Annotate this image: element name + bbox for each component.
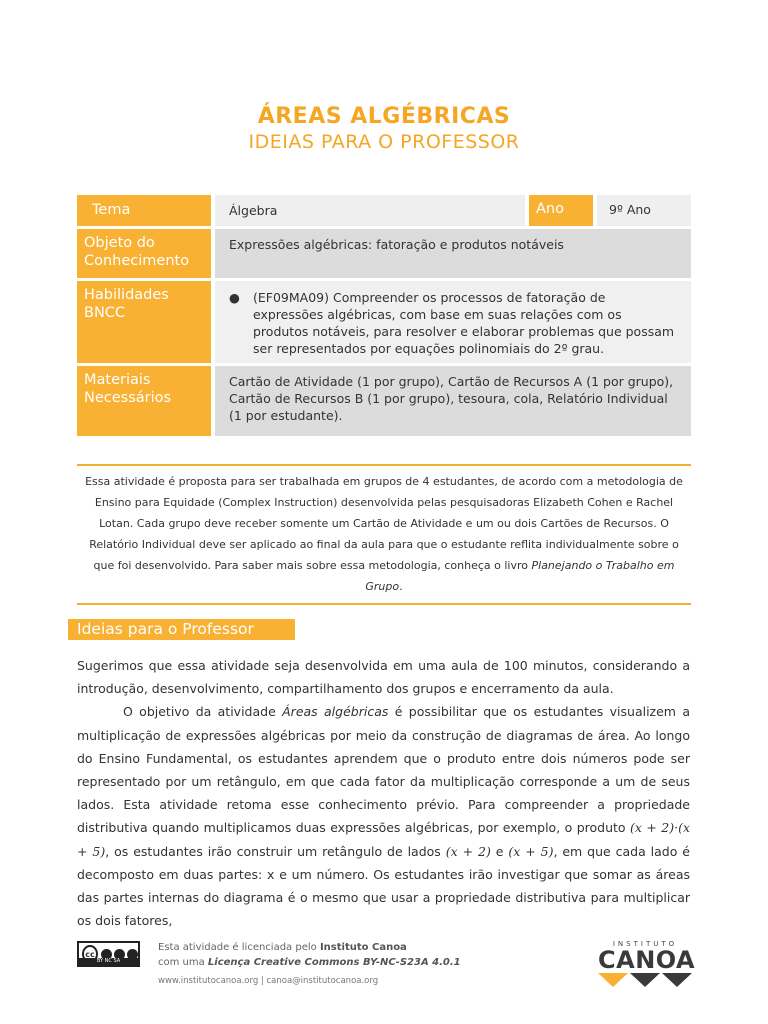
license-line-1 — [158, 940, 461, 955]
p2-e: , em que cada lado é decomposto em duas partes: x e um número. Os estudantes irão investigar que somar as áreas das partes internas do diagrama é o mesmo que usar a propriedade distributiva para multiplicar os dois fatores, — [77, 843, 690, 929]
canoa-logo — [598, 940, 696, 994]
info-table — [77, 195, 691, 439]
p2-a: O objetivo da atividade — [123, 704, 283, 720]
ano-value: 9º Ano — [597, 195, 691, 226]
bullet-icon: ● — [229, 290, 240, 305]
logo-triangles-icon — [598, 973, 692, 987]
materiais-label: Materiais Necessários — [77, 366, 211, 436]
row-tema — [77, 195, 691, 226]
habilidades-item — [229, 289, 677, 357]
note-end: . — [399, 580, 403, 593]
p2-c: , os estudantes irão construir um retângulo de lados — [105, 843, 446, 859]
p2-d: e — [490, 843, 509, 859]
license-org: Instituto Canoa — [319, 942, 407, 953]
site-contact[interactable]: www.institutocanoa.org | canoa@institutocanoa.org — [158, 976, 379, 986]
habilidades-text: (EF09MA09) Compreender os processos de fatoração de expressões algébricas, com base em suas relações com os produtos notáveis, para resolver e elaborar problemas que possam ser representados por equações polinomiais do 2º grau. — [253, 290, 675, 356]
cc-license-badge[interactable] — [77, 941, 140, 967]
cc-bar: BY NC SA — [79, 958, 138, 965]
note-book-title: Planejando o Trabalho em Grupo — [365, 559, 675, 593]
tema-value: Álgebra — [215, 195, 525, 226]
objeto-label: Objeto do Conhecimento — [77, 229, 211, 278]
row-materiais — [77, 366, 691, 436]
page-title: ÁREAS ALGÉBRICAS — [257, 104, 511, 129]
logo-main-text: CANOA — [598, 946, 696, 974]
row-habilidades — [77, 281, 691, 363]
row-objeto — [77, 229, 691, 278]
p2-math-side-2: (x + 5) — [508, 843, 554, 859]
p2-math-product: (x + 2)·(x + 5) — [77, 820, 691, 859]
logo-top-text: INSTITUTO — [612, 940, 678, 948]
p2-math-side-1: (x + 2) — [445, 843, 491, 859]
methodology-note — [77, 464, 691, 605]
tema-label: Tema — [77, 195, 211, 226]
title-block — [0, 104, 768, 153]
logo-triangle — [630, 973, 660, 987]
objeto-value: Expressões algébricas: fatoração e produtos notáveis — [215, 229, 691, 278]
p2-italic: Áreas algébricas — [282, 704, 389, 720]
license-text — [158, 940, 461, 970]
cc-icon: cc — [82, 945, 98, 963]
license-prefix: Esta atividade é licenciada pelo — [158, 942, 320, 953]
logo-triangle — [598, 973, 628, 987]
note-text: Essa atividade é proposta para ser trabalhada em grupos de 4 estudantes, de acordo com a metodologia de Ensino para Equidade (Complex Instruction) desenvolvida pelas pesquisadoras Elizabeth Cohen e Rachel Lotan. Cada grupo deve receber somente um Cartão de Atividade e um ou dois Cartões de Recursos. O Relatório Individual deve ser aplicado ao final da aula para que o estudante reflita individualmente sobre o que foi desenvolvido. Para saber mais sobre essa metodologia, conheça o livro — [85, 475, 683, 572]
habilidades-label: Habilidades BNCC — [77, 281, 211, 363]
license-line-2 — [158, 955, 461, 970]
paragraph-2 — [77, 700, 690, 932]
license-prefix-2: com uma — [158, 957, 208, 968]
paragraph-1: Sugerimos que essa atividade seja desenvolvida em uma aula de 100 minutos, considerando a introdução, desenvolvimento, compartilhamento dos grupos e encerramento da aula. — [77, 658, 690, 697]
section-heading: Ideias para o Professor — [68, 619, 295, 640]
page-subtitle: IDEIAS PARA O PROFESSOR — [248, 131, 520, 153]
ano-label: Ano — [529, 195, 593, 226]
habilidades-value-cell — [215, 281, 691, 363]
license-name[interactable]: Licença Creative Commons BY-NC-S23A 4.0.1 — [207, 957, 461, 968]
p2-b: é possibilitar que os estudantes visualizem a multiplicação de expressões algébricas por meio da construção de diagramas de área. Ao longo do Ensino Fundamental, os estudantes aprendem que o produto entre dois números pode ser representado por um retângulo, em que cada fator da multiplicação corresponde a um de seus lados. Esta atividade retoma esse conhecimento prévio. Para compreender a propriedade distributiva quando multiplicamos duas expressões algébricas, por exemplo, o produto — [77, 704, 690, 836]
body-text — [77, 654, 690, 932]
materiais-value: Cartão de Atividade (1 por grupo), Cartão de Recursos A (1 por grupo), Cartão de Recursos B (1 por grupo), tesoura, cola, Relatório Individual (1 por estudante). — [215, 366, 691, 436]
logo-triangle — [662, 973, 692, 987]
